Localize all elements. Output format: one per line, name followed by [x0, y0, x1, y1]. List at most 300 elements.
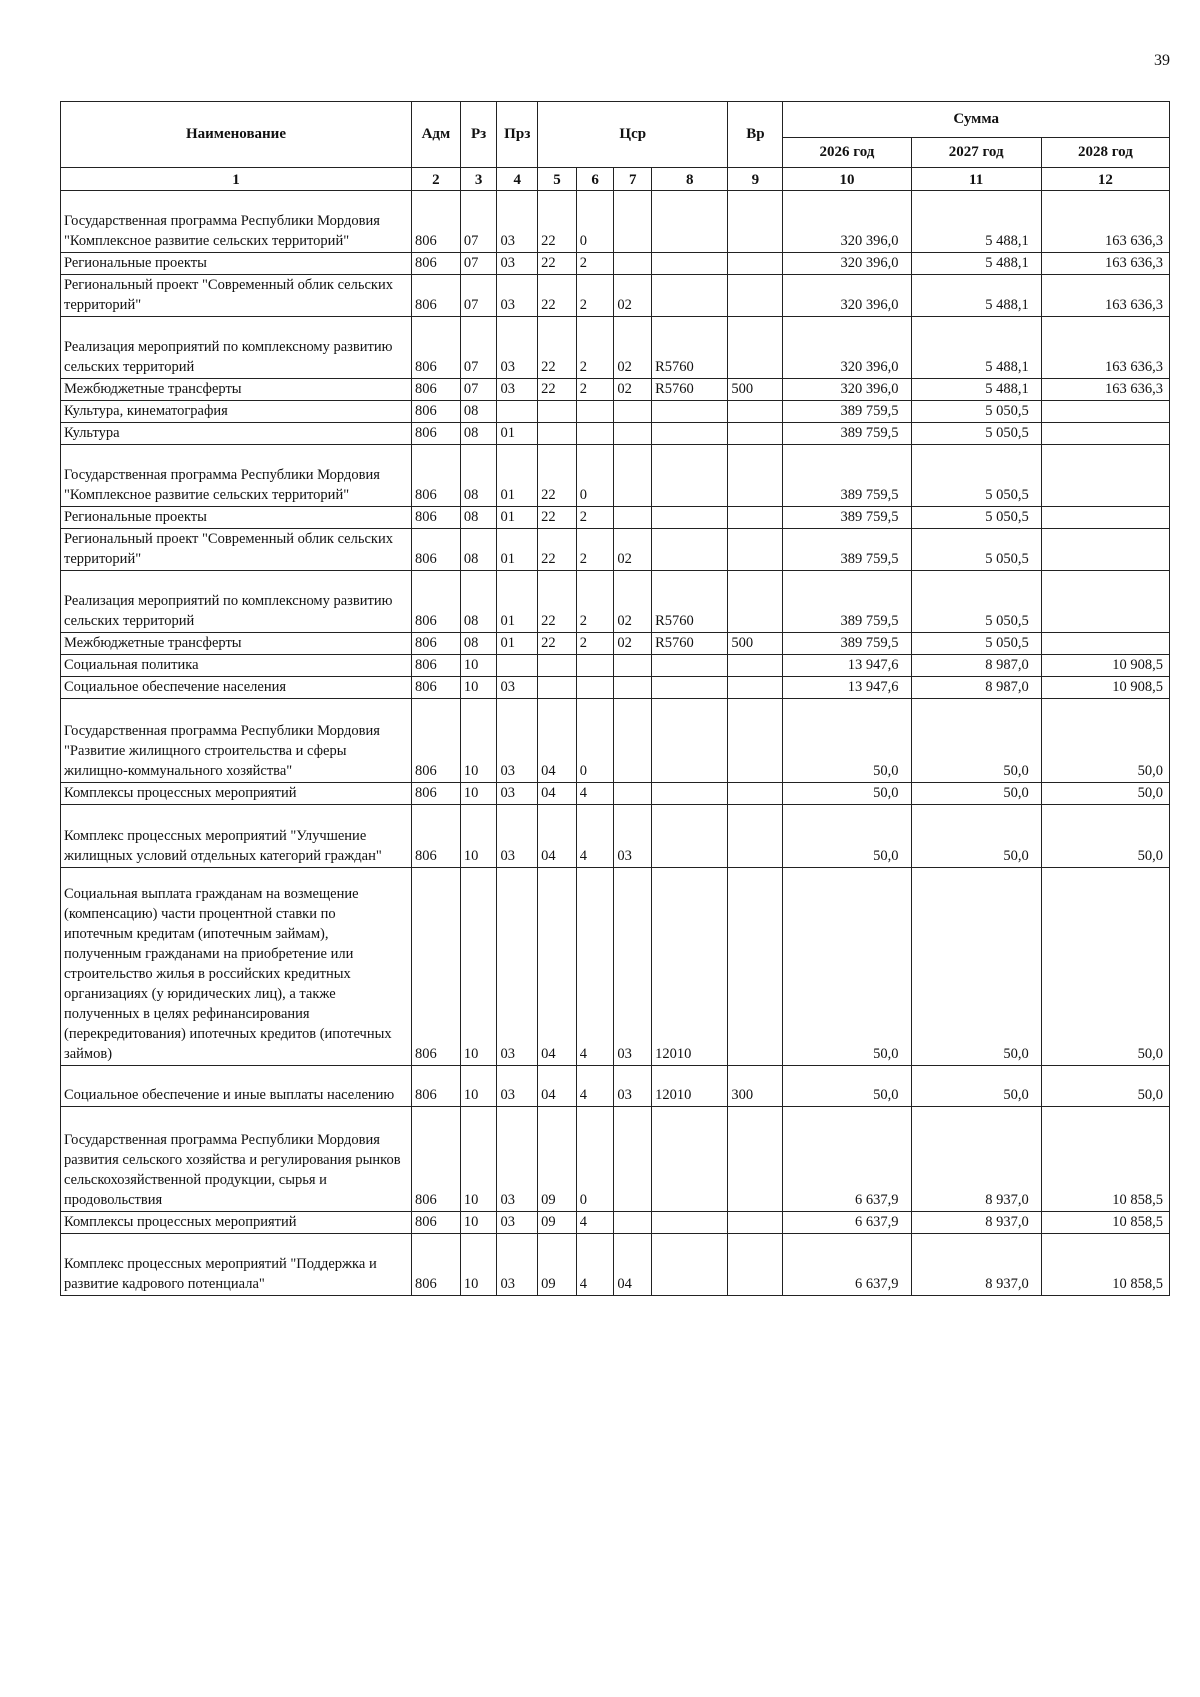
row-csr-7: 02 — [614, 529, 652, 571]
row-rz: 07 — [460, 191, 497, 253]
table-row — [61, 655, 1170, 677]
row-csr-7 — [614, 445, 652, 507]
row-csr-5: 04 — [538, 868, 577, 1066]
row-rz: 10 — [460, 1066, 497, 1107]
row-csr-8 — [652, 507, 728, 529]
table-row — [61, 317, 1170, 379]
row-sum-2026: 6 637,9 — [783, 1107, 911, 1212]
column-number: 5 — [538, 168, 577, 191]
column-number: 4 — [497, 168, 538, 191]
table-row — [61, 805, 1170, 868]
header-year-2028: 2028 год — [1041, 138, 1169, 168]
row-prz: 03 — [497, 253, 538, 275]
row-sum-2028: 163 636,3 — [1041, 275, 1169, 317]
row-adm: 806 — [411, 445, 460, 507]
row-vr: 300 — [728, 1066, 783, 1107]
row-name: Региональный проект "Современный облик сельских территорий" — [61, 529, 412, 571]
row-csr-8 — [652, 655, 728, 677]
row-sum-2028: 10 908,5 — [1041, 655, 1169, 677]
row-prz: 03 — [497, 868, 538, 1066]
row-vr — [728, 317, 783, 379]
row-csr-7 — [614, 699, 652, 783]
row-sum-2026: 320 396,0 — [783, 317, 911, 379]
row-sum-2028: 10 858,5 — [1041, 1234, 1169, 1296]
row-sum-2028: 50,0 — [1041, 783, 1169, 805]
row-csr-8 — [652, 191, 728, 253]
column-number: 10 — [783, 168, 911, 191]
row-vr — [728, 507, 783, 529]
row-sum-2028 — [1041, 529, 1169, 571]
row-csr-8 — [652, 677, 728, 699]
row-sum-2026: 389 759,5 — [783, 401, 911, 423]
row-rz: 08 — [460, 633, 497, 655]
row-sum-2027: 50,0 — [911, 868, 1041, 1066]
row-csr-8 — [652, 1212, 728, 1234]
row-prz: 03 — [497, 783, 538, 805]
column-number: 11 — [911, 168, 1041, 191]
row-csr-5: 22 — [538, 507, 577, 529]
row-adm: 806 — [411, 423, 460, 445]
row-rz: 08 — [460, 401, 497, 423]
row-sum-2028: 163 636,3 — [1041, 317, 1169, 379]
row-name: Комплексы процессных мероприятий — [61, 1212, 412, 1234]
header-year-2027: 2027 год — [911, 138, 1041, 168]
row-sum-2027: 8 987,0 — [911, 655, 1041, 677]
budget-table — [60, 101, 1170, 1296]
row-adm: 806 — [411, 1066, 460, 1107]
row-sum-2026: 13 947,6 — [783, 677, 911, 699]
table-row — [61, 529, 1170, 571]
row-vr — [728, 677, 783, 699]
row-csr-6: 2 — [576, 379, 614, 401]
row-rz: 10 — [460, 1107, 497, 1212]
row-rz: 10 — [460, 677, 497, 699]
row-csr-7: 03 — [614, 805, 652, 868]
row-csr-5: 22 — [538, 253, 577, 275]
row-csr-8: R5760 — [652, 379, 728, 401]
row-sum-2026: 50,0 — [783, 699, 911, 783]
row-name: Региональные проекты — [61, 253, 412, 275]
row-vr — [728, 253, 783, 275]
row-prz: 03 — [497, 1234, 538, 1296]
row-sum-2028 — [1041, 507, 1169, 529]
row-csr-6: 4 — [576, 868, 614, 1066]
row-adm: 806 — [411, 191, 460, 253]
table-row — [61, 253, 1170, 275]
row-rz: 08 — [460, 529, 497, 571]
row-prz: 03 — [497, 1212, 538, 1234]
row-rz: 07 — [460, 379, 497, 401]
row-adm: 806 — [411, 633, 460, 655]
row-csr-6 — [576, 423, 614, 445]
row-csr-8 — [652, 275, 728, 317]
row-prz — [497, 401, 538, 423]
row-sum-2026: 389 759,5 — [783, 529, 911, 571]
row-vr — [728, 423, 783, 445]
budget-table-body — [61, 191, 1170, 1296]
row-sum-2026: 320 396,0 — [783, 253, 911, 275]
row-csr-6: 0 — [576, 1107, 614, 1212]
row-adm: 806 — [411, 253, 460, 275]
row-sum-2026: 389 759,5 — [783, 423, 911, 445]
row-sum-2028 — [1041, 571, 1169, 633]
row-csr-8: R5760 — [652, 317, 728, 379]
row-csr-5: 09 — [538, 1212, 577, 1234]
row-sum-2027: 5 050,5 — [911, 571, 1041, 633]
row-adm: 806 — [411, 317, 460, 379]
row-prz: 03 — [497, 1066, 538, 1107]
row-sum-2027: 8 937,0 — [911, 1212, 1041, 1234]
row-csr-7: 03 — [614, 868, 652, 1066]
row-sum-2026: 13 947,6 — [783, 655, 911, 677]
row-name: Комплекс процессных мероприятий "Улучшение жилищных условий отдельных категорий граждан" — [61, 805, 412, 868]
row-csr-7: 02 — [614, 275, 652, 317]
row-sum-2027: 8 987,0 — [911, 677, 1041, 699]
row-sum-2027: 5 488,1 — [911, 191, 1041, 253]
row-csr-8: 12010 — [652, 868, 728, 1066]
row-csr-7: 04 — [614, 1234, 652, 1296]
row-vr — [728, 275, 783, 317]
row-csr-8: 12010 — [652, 1066, 728, 1107]
row-sum-2026: 50,0 — [783, 1066, 911, 1107]
table-row — [61, 275, 1170, 317]
row-sum-2026: 320 396,0 — [783, 379, 911, 401]
row-csr-6: 2 — [576, 529, 614, 571]
row-vr — [728, 655, 783, 677]
row-adm: 806 — [411, 379, 460, 401]
row-sum-2028 — [1041, 423, 1169, 445]
row-name: Государственная программа Республики Мордовия развития сельского хозяйства и регулирования рынков сельскохозяйственной продукции, сырья и продовольствия — [61, 1107, 412, 1212]
row-adm: 806 — [411, 655, 460, 677]
table-row — [61, 633, 1170, 655]
row-csr-8 — [652, 699, 728, 783]
table-row — [61, 699, 1170, 783]
row-adm: 806 — [411, 677, 460, 699]
row-adm: 806 — [411, 805, 460, 868]
row-rz: 08 — [460, 423, 497, 445]
row-sum-2028 — [1041, 633, 1169, 655]
row-csr-7 — [614, 1107, 652, 1212]
row-adm: 806 — [411, 1212, 460, 1234]
row-sum-2028 — [1041, 401, 1169, 423]
row-csr-5: 22 — [538, 379, 577, 401]
table-row — [61, 1107, 1170, 1212]
row-csr-5: 04 — [538, 699, 577, 783]
row-adm: 806 — [411, 868, 460, 1066]
row-sum-2026: 50,0 — [783, 868, 911, 1066]
row-name: Государственная программа Республики Мордовия "Комплексное развитие сельских территорий" — [61, 445, 412, 507]
row-csr-7 — [614, 655, 652, 677]
row-csr-5: 04 — [538, 1066, 577, 1107]
row-sum-2027: 5 050,5 — [911, 423, 1041, 445]
row-csr-6: 4 — [576, 1212, 614, 1234]
row-rz: 10 — [460, 699, 497, 783]
row-adm: 806 — [411, 401, 460, 423]
column-number: 12 — [1041, 168, 1169, 191]
column-number: 7 — [614, 168, 652, 191]
row-sum-2028: 50,0 — [1041, 1066, 1169, 1107]
row-name: Региональные проекты — [61, 507, 412, 529]
row-csr-7 — [614, 677, 652, 699]
row-vr — [728, 699, 783, 783]
row-csr-8 — [652, 783, 728, 805]
row-sum-2027: 5 050,5 — [911, 633, 1041, 655]
row-adm: 806 — [411, 529, 460, 571]
row-sum-2027: 8 937,0 — [911, 1234, 1041, 1296]
table-row — [61, 1066, 1170, 1107]
row-vr — [728, 529, 783, 571]
row-csr-5 — [538, 423, 577, 445]
row-sum-2027: 5 488,1 — [911, 275, 1041, 317]
row-name: Комплекс процессных мероприятий "Поддержка и развитие кадрового потенциала" — [61, 1234, 412, 1296]
row-csr-6 — [576, 655, 614, 677]
row-name: Социальная выплата гражданам на возмещение (компенсацию) части процентной ставки по ипотечным кредитам (ипотечным займам), полученным гражданами на приобретение или строительство жилья в российских кредитных организациях (у юридических лиц), а также полученных в целях рефинансирования (перекредитования) ипотечных кредитов (ипотечных займов) — [61, 868, 412, 1066]
row-rz: 08 — [460, 445, 497, 507]
row-csr-5: 22 — [538, 191, 577, 253]
table-row — [61, 379, 1170, 401]
row-rz: 10 — [460, 1212, 497, 1234]
row-name: Региональный проект "Современный облик сельских территорий" — [61, 275, 412, 317]
row-csr-5: 22 — [538, 571, 577, 633]
row-vr — [728, 445, 783, 507]
row-csr-7 — [614, 423, 652, 445]
row-prz: 01 — [497, 423, 538, 445]
row-prz: 01 — [497, 507, 538, 529]
column-number: 1 — [61, 168, 412, 191]
row-sum-2027: 50,0 — [911, 699, 1041, 783]
row-name: Межбюджетные трансферты — [61, 379, 412, 401]
row-prz: 01 — [497, 445, 538, 507]
row-csr-8 — [652, 423, 728, 445]
column-number: 6 — [576, 168, 614, 191]
row-csr-7: 02 — [614, 571, 652, 633]
row-sum-2026: 389 759,5 — [783, 633, 911, 655]
row-csr-7 — [614, 783, 652, 805]
row-csr-6 — [576, 401, 614, 423]
row-csr-6: 4 — [576, 783, 614, 805]
row-csr-5 — [538, 655, 577, 677]
row-csr-5: 09 — [538, 1234, 577, 1296]
row-csr-6: 2 — [576, 633, 614, 655]
table-row — [61, 191, 1170, 253]
column-number: 2 — [411, 168, 460, 191]
row-csr-5: 04 — [538, 783, 577, 805]
row-sum-2027: 50,0 — [911, 1066, 1041, 1107]
row-rz: 10 — [460, 1234, 497, 1296]
row-rz: 07 — [460, 275, 497, 317]
row-vr — [728, 783, 783, 805]
row-sum-2028 — [1041, 445, 1169, 507]
row-sum-2027: 50,0 — [911, 805, 1041, 868]
row-prz: 03 — [497, 1107, 538, 1212]
row-prz: 03 — [497, 805, 538, 868]
column-numbers-row — [61, 168, 1170, 191]
header-vr: Вр — [728, 102, 783, 168]
row-adm: 806 — [411, 275, 460, 317]
row-prz: 03 — [497, 317, 538, 379]
table-row — [61, 571, 1170, 633]
header-sum: Сумма — [783, 102, 1170, 138]
row-csr-7 — [614, 401, 652, 423]
row-csr-5: 22 — [538, 633, 577, 655]
row-name: Государственная программа Республики Мордовия "Комплексное развитие сельских территорий" — [61, 191, 412, 253]
row-sum-2028: 10 858,5 — [1041, 1107, 1169, 1212]
table-row — [61, 507, 1170, 529]
row-name: Государственная программа Республики Мордовия "Развитие жилищного строительства и сферы жилищно-коммунального хозяйства" — [61, 699, 412, 783]
row-sum-2026: 50,0 — [783, 783, 911, 805]
row-csr-8 — [652, 253, 728, 275]
row-prz: 03 — [497, 379, 538, 401]
row-csr-6: 4 — [576, 1234, 614, 1296]
row-rz: 10 — [460, 655, 497, 677]
row-csr-8: R5760 — [652, 633, 728, 655]
row-csr-6: 2 — [576, 507, 614, 529]
row-name: Реализация мероприятий по комплексному развитию сельских территорий — [61, 317, 412, 379]
row-prz: 01 — [497, 529, 538, 571]
row-vr — [728, 868, 783, 1066]
row-csr-7: 02 — [614, 379, 652, 401]
row-csr-7: 02 — [614, 633, 652, 655]
row-csr-6: 0 — [576, 699, 614, 783]
row-name: Социальная политика — [61, 655, 412, 677]
row-csr-6: 2 — [576, 275, 614, 317]
row-rz: 10 — [460, 868, 497, 1066]
row-sum-2028: 50,0 — [1041, 805, 1169, 868]
header-adm: Адм — [411, 102, 460, 168]
row-sum-2026: 389 759,5 — [783, 445, 911, 507]
row-sum-2027: 5 050,5 — [911, 507, 1041, 529]
row-csr-6: 2 — [576, 317, 614, 379]
header-name: Наименование — [61, 102, 412, 168]
row-sum-2026: 6 637,9 — [783, 1234, 911, 1296]
row-sum-2027: 5 488,1 — [911, 379, 1041, 401]
row-sum-2026: 320 396,0 — [783, 275, 911, 317]
row-name: Культура, кинематография — [61, 401, 412, 423]
row-sum-2028: 50,0 — [1041, 868, 1169, 1066]
row-csr-8 — [652, 529, 728, 571]
row-sum-2027: 50,0 — [911, 783, 1041, 805]
row-sum-2026: 320 396,0 — [783, 191, 911, 253]
row-csr-8 — [652, 445, 728, 507]
row-prz — [497, 655, 538, 677]
row-sum-2027: 8 937,0 — [911, 1107, 1041, 1212]
row-sum-2027: 5 050,5 — [911, 529, 1041, 571]
row-vr: 500 — [728, 633, 783, 655]
row-adm: 806 — [411, 783, 460, 805]
row-csr-7 — [614, 507, 652, 529]
row-rz: 08 — [460, 507, 497, 529]
page-number: 39 — [1154, 52, 1170, 69]
row-name: Комплексы процессных мероприятий — [61, 783, 412, 805]
row-rz: 08 — [460, 571, 497, 633]
table-row — [61, 423, 1170, 445]
table-row — [61, 1212, 1170, 1234]
column-number: 9 — [728, 168, 783, 191]
row-sum-2026: 389 759,5 — [783, 507, 911, 529]
row-csr-8 — [652, 805, 728, 868]
row-vr — [728, 401, 783, 423]
column-number: 8 — [652, 168, 728, 191]
row-csr-6 — [576, 677, 614, 699]
row-csr-6: 0 — [576, 445, 614, 507]
row-csr-6: 0 — [576, 191, 614, 253]
row-csr-5: 22 — [538, 529, 577, 571]
row-csr-6: 4 — [576, 805, 614, 868]
row-csr-5: 22 — [538, 275, 577, 317]
row-sum-2028: 50,0 — [1041, 699, 1169, 783]
row-csr-5 — [538, 677, 577, 699]
row-csr-7 — [614, 253, 652, 275]
row-csr-5: 22 — [538, 445, 577, 507]
row-name: Социальное обеспечение населения — [61, 677, 412, 699]
row-prz: 03 — [497, 275, 538, 317]
row-prz: 01 — [497, 571, 538, 633]
row-csr-5 — [538, 401, 577, 423]
row-csr-6: 4 — [576, 1066, 614, 1107]
row-vr — [728, 805, 783, 868]
row-sum-2028: 163 636,3 — [1041, 379, 1169, 401]
row-rz: 07 — [460, 253, 497, 275]
table-row — [61, 868, 1170, 1066]
row-adm: 806 — [411, 507, 460, 529]
row-sum-2028: 163 636,3 — [1041, 191, 1169, 253]
row-csr-7 — [614, 1212, 652, 1234]
row-sum-2027: 5 050,5 — [911, 445, 1041, 507]
table-row — [61, 1234, 1170, 1296]
row-rz: 10 — [460, 805, 497, 868]
row-sum-2028: 10 908,5 — [1041, 677, 1169, 699]
row-csr-8 — [652, 401, 728, 423]
row-csr-6: 2 — [576, 253, 614, 275]
row-prz: 03 — [497, 677, 538, 699]
row-csr-5: 04 — [538, 805, 577, 868]
header-csr: Цср — [538, 102, 728, 168]
row-csr-8: R5760 — [652, 571, 728, 633]
row-vr — [728, 571, 783, 633]
row-sum-2027: 5 488,1 — [911, 317, 1041, 379]
row-sum-2026: 389 759,5 — [783, 571, 911, 633]
row-csr-6: 2 — [576, 571, 614, 633]
row-adm: 806 — [411, 1234, 460, 1296]
row-name: Реализация мероприятий по комплексному развитию сельских территорий — [61, 571, 412, 633]
row-rz: 07 — [460, 317, 497, 379]
row-csr-8 — [652, 1107, 728, 1212]
row-prz: 03 — [497, 191, 538, 253]
table-row — [61, 783, 1170, 805]
row-name: Культура — [61, 423, 412, 445]
row-rz: 10 — [460, 783, 497, 805]
row-adm: 806 — [411, 571, 460, 633]
row-vr — [728, 1234, 783, 1296]
row-vr: 500 — [728, 379, 783, 401]
row-sum-2026: 6 637,9 — [783, 1212, 911, 1234]
row-sum-2027: 5 050,5 — [911, 401, 1041, 423]
row-prz: 03 — [497, 699, 538, 783]
row-csr-8 — [652, 1234, 728, 1296]
table-row — [61, 677, 1170, 699]
table-row — [61, 401, 1170, 423]
row-csr-5: 22 — [538, 317, 577, 379]
row-sum-2026: 50,0 — [783, 805, 911, 868]
row-csr-7: 03 — [614, 1066, 652, 1107]
row-name: Межбюджетные трансферты — [61, 633, 412, 655]
row-vr — [728, 1212, 783, 1234]
row-vr — [728, 191, 783, 253]
row-sum-2027: 5 488,1 — [911, 253, 1041, 275]
row-csr-7: 02 — [614, 317, 652, 379]
column-number: 3 — [460, 168, 497, 191]
row-prz: 01 — [497, 633, 538, 655]
